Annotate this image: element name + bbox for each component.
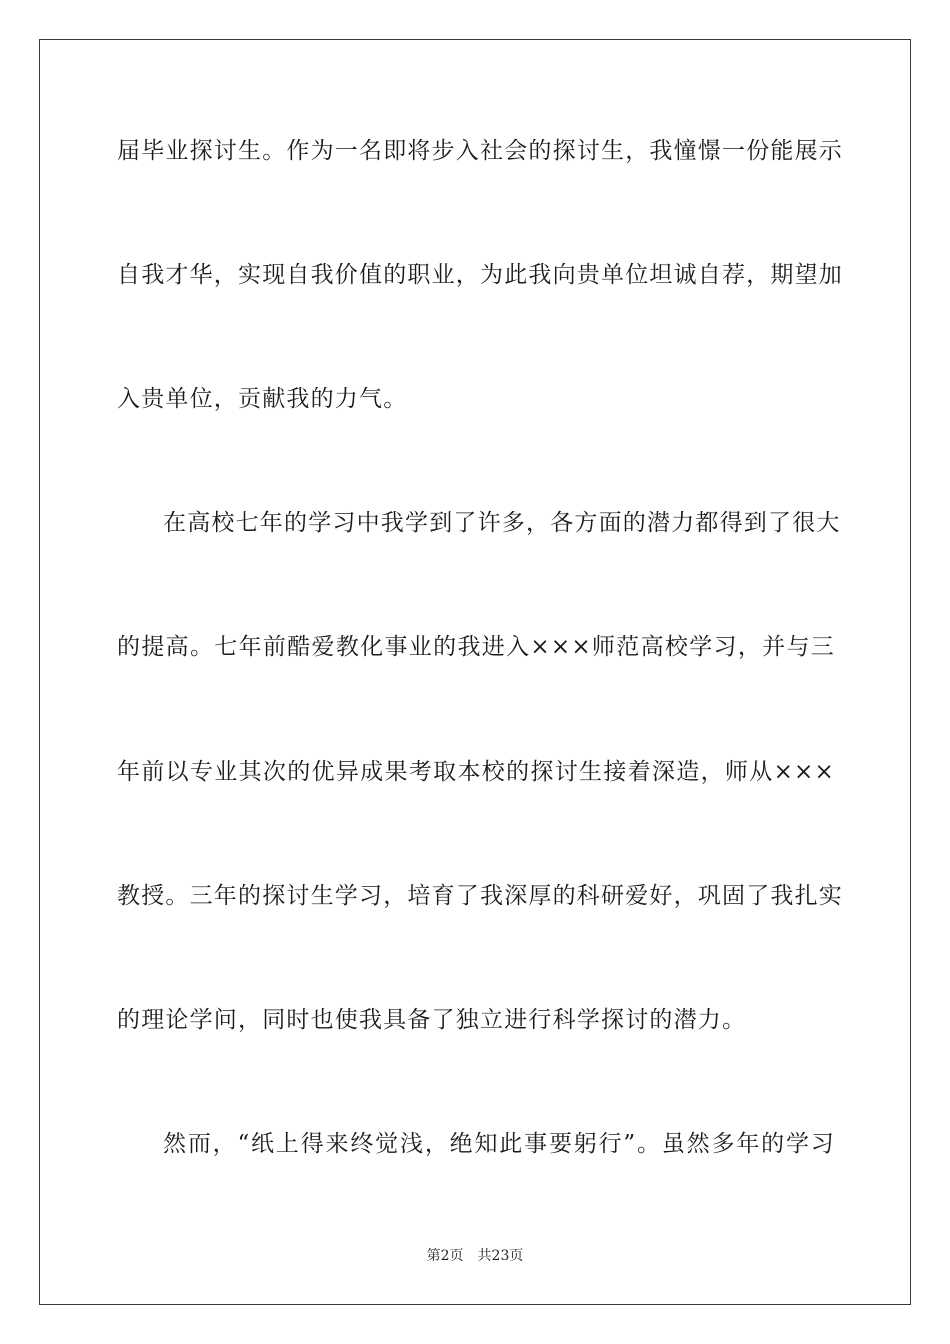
text-line: 然而，“纸上得来终觉浅，绝知此事要躬行”。虽然多年的学习 [163,1131,835,1157]
page-border [39,39,911,1305]
text-line: 的理论学问，同时也使我具备了独立进行科学探讨的潜力。 [117,1007,747,1033]
page-footer [0,1247,950,1265]
text-line: 的提高。七年前酷爱教化事业的我进入×××师范高校学习，并与三 [117,634,835,660]
text-line: 自我才华，实现自我价值的职业，为此我向贵单位坦诚自荐，期望加 [117,262,843,288]
page-number: 第2页 [426,1248,464,1264]
text-line: 届毕业探讨生。作为一名即将步入社会的探讨生，我憧憬一份能展示 [117,138,843,164]
text-line: 在高校七年的学习中我学到了许多，各方面的潜力都得到了很大 [163,510,841,536]
page-total: 共23页 [477,1248,524,1264]
text-line: 年前以专业其次的优异成果考取本校的探讨生接着深造，师从××× [117,759,835,785]
text-line: 入贵单位，贡献我的力气。 [117,386,408,412]
text-line: 教授。三年的探讨生学习，培育了我深厚的科研爱好，巩固了我扎实 [117,883,843,909]
